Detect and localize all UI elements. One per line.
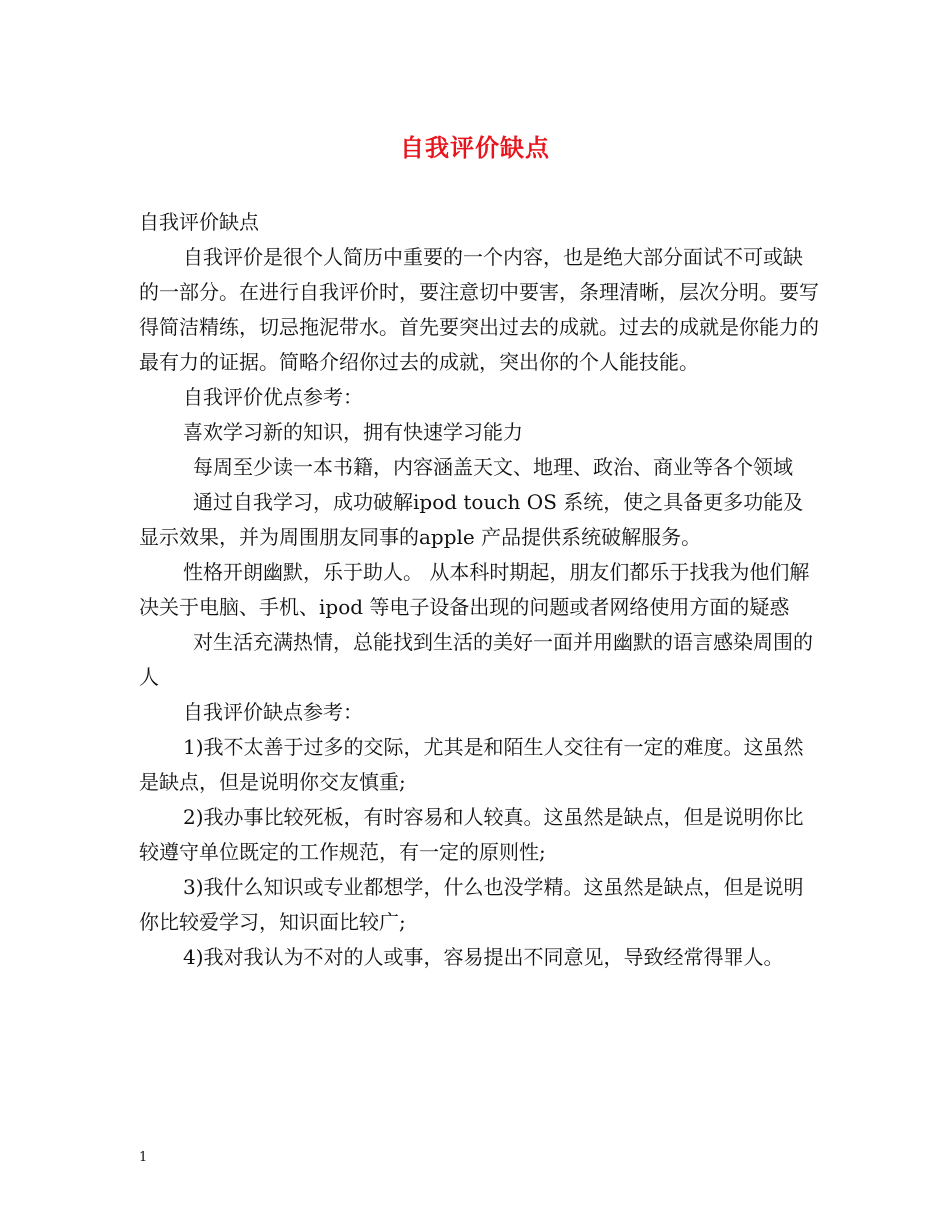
section-heading: 自我评价缺点 bbox=[139, 210, 259, 234]
weakness-item: 3)我什么知识或专业都想学，什么也没学精。这虽然是缺点，但是说明你比较爱学习，知识面比较广; bbox=[139, 875, 804, 934]
page-title: 自我评价缺点 bbox=[400, 133, 550, 162]
weakness-item: 4)我对我认为不对的人或事，容易提出不同意见，导致经常得罪人。 bbox=[183, 945, 784, 969]
strength-item: 喜欢学习新的知识，拥有快速学习能力 bbox=[183, 420, 523, 444]
document-body bbox=[139, 205, 819, 975]
strength-item: 性格开朗幽默，乐于助人。 从本科时期起，朋友们都乐于找我为他们解决关于电脑、手机、ipod 等电子设备出现的问题或者网络使用方面的疑惑 bbox=[139, 560, 810, 619]
weakness-item: 2)我办事比较死板，有时容易和人较真。这虽然是缺点，但是说明你比较遵守单位既定的工作规范，有一定的原则性; bbox=[139, 805, 804, 864]
weaknesses-heading: 自我评价缺点参考： bbox=[183, 700, 363, 724]
weakness-item: 1)我不太善于过多的交际，尤其是和陌生人交往有一定的难度。这虽然是缺点，但是说明你交友慎重; bbox=[139, 735, 804, 794]
strength-item: 通过自我学习，成功破解ipod touch OS 系统，使之具备更多功能及显示效果，并为周围朋友同事的apple 产品提供系统破解服务。 bbox=[139, 490, 804, 549]
strengths-heading: 自我评价优点参考： bbox=[183, 385, 363, 409]
page-number: 1 bbox=[139, 1150, 148, 1165]
strength-item: 每周至少读一本书籍，内容涵盖天文、地理、政治、商业等各个领域 bbox=[193, 455, 793, 479]
strength-item: 对生活充满热情，总能找到生活的美好一面并用幽默的语言感染周围的人 bbox=[139, 630, 813, 689]
intro-paragraph: 自我评价是很个人简历中重要的一个内容，也是绝大部分面试不可或缺的一部分。在进行自我评价时，要注意切中要害，条理清晰，层次分明。要写得简洁精练，切忌拖泥带水。首先要突出过去的成就。过去的成就是你能力的最有力的证据。简略介绍你过去的成就，突出你的个人能技能。 bbox=[139, 245, 819, 374]
